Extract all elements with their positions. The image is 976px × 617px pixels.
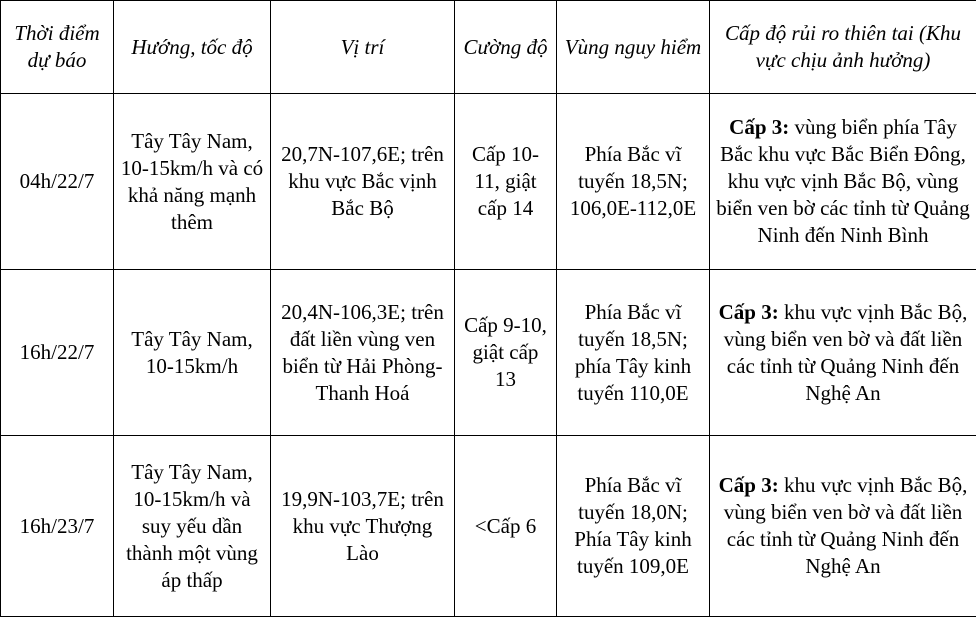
cell-danger-zone: Phía Bắc vĩ tuyến 18,5N; phía Tây kinh tuyến 110,0E [557,270,710,436]
cell-time: 16h/23/7 [1,436,114,617]
cell-danger-zone: Phía Bắc vĩ tuyến 18,5N; 106,0E-112,0E [557,94,710,270]
cell-time: 16h/22/7 [1,270,114,436]
cell-direction-speed: Tây Tây Nam, 10-15km/h và có khả năng mạnh thêm [114,94,271,270]
risk-level-label: Cấp 3: [729,115,789,139]
cell-intensity: Cấp 9-10, giật cấp 13 [455,270,557,436]
cell-danger-zone: Phía Bắc vĩ tuyến 18,0N; Phía Tây kinh tuyến 109,0E [557,436,710,617]
cell-position: 20,7N-107,6E; trên khu vực Bắc vịnh Bắc Bộ [271,94,455,270]
table-row [1,94,976,270]
cell-intensity: <Cấp 6 [455,436,557,617]
header-time: Thời điểm dự báo [1,1,114,94]
risk-level-label: Cấp 3: [719,300,779,324]
cell-risk [710,270,976,436]
header-intensity: Cường độ [455,1,557,94]
cell-direction-speed: Tây Tây Nam, 10-15km/h và suy yếu dần thành một vùng áp thấp [114,436,271,617]
risk-level-label: Cấp 3: [719,473,779,497]
header-danger-zone: Vùng nguy hiểm [557,1,710,94]
risk-area-text: khu vực vịnh Bắc Bộ, vùng biển ven bờ và đất liền các tỉnh từ Quảng Ninh đến Nghệ An [724,300,968,405]
cell-risk [710,94,976,270]
header-risk-level: Cấp độ rủi ro thiên tai (Khu vực chịu ảnh hưởng) [710,1,976,94]
risk-area-text: khu vực vịnh Bắc Bộ, vùng biển ven bờ và đất liền các tỉnh từ Quảng Ninh đến Nghệ An [724,473,968,578]
cell-intensity: Cấp 10-11, giật cấp 14 [455,94,557,270]
table-row [1,270,976,436]
cell-position: 19,9N-103,7E; trên khu vực Thượng Lào [271,436,455,617]
cell-risk [710,436,976,617]
cell-direction-speed: Tây Tây Nam, 10-15km/h [114,270,271,436]
cell-time: 04h/22/7 [1,94,114,270]
header-row [1,1,976,94]
header-direction-speed: Hướng, tốc độ [114,1,271,94]
risk-area-text: vùng biển phía Tây Bắc khu vực Bắc Biển Đông, khu vực vịnh Bắc Bộ, vùng biển ven bờ các tỉnh từ Quảng Ninh đến Ninh Bình [716,115,969,247]
table-row [1,436,976,617]
header-position: Vị trí [271,1,455,94]
cell-position: 20,4N-106,3E; trên đất liền vùng ven biển từ Hải Phòng-Thanh Hoá [271,270,455,436]
